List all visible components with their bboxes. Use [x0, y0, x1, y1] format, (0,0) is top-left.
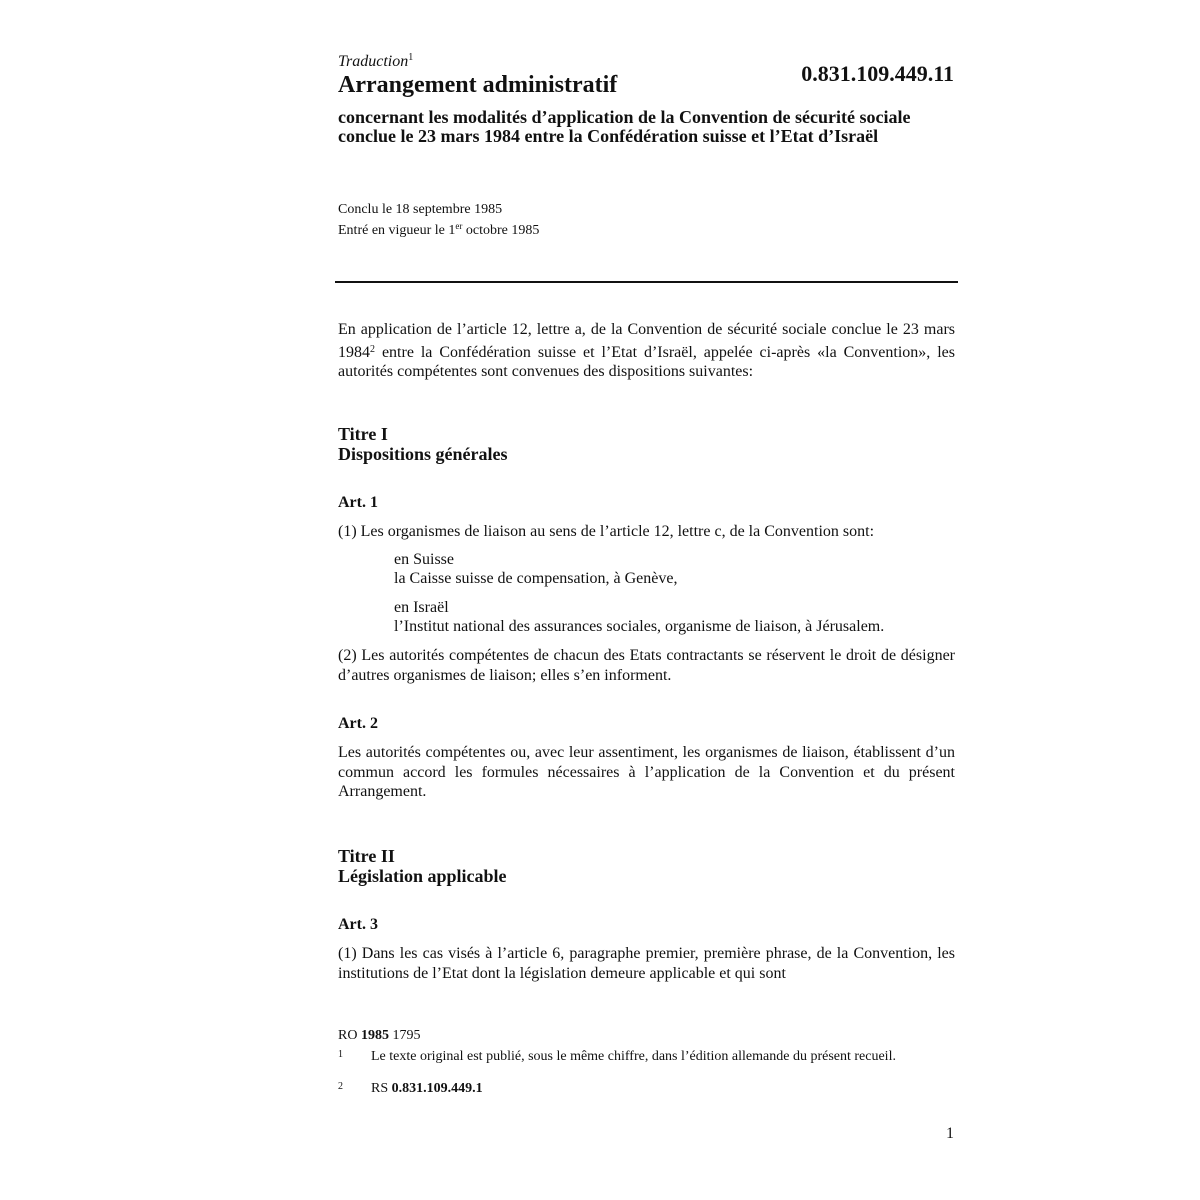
preamble: En application de l’article 12, lettre a, de la Convention de sécurité sociale conclue le 23 mars 1984$^2$ entre la Confédération suisse et l’Etat d’Israël, appelée ci-après «la Convention», les autorités compétentes sont convenues des dispositions suivantes:	[338, 321, 955, 380]
document-title: Arrangement administratif	[338, 72, 618, 98]
header-divider	[335, 281, 958, 283]
translation-label: Traduction	[338, 53, 409, 70]
ro-reference: RO 1985 1795	[338, 1028, 421, 1043]
titre-1-label: Titre I	[338, 424, 388, 444]
art-1-para-1: (1) Les organismes de liaison au sens de l’article 12, lettre c, de la Convention sont:	[338, 523, 875, 540]
liaison-israel: en Israël l’Institut national des assurances sociales, organisme de liaison, à Jérusalem.	[394, 599, 885, 635]
date-block	[338, 202, 539, 239]
footnote-2-number: 2	[338, 1081, 343, 1092]
translation-note	[338, 52, 413, 71]
footnote-1-number: 1	[338, 1049, 343, 1060]
liaison-switzerland: en Suisse la Caisse suisse de compensation, à Genève,	[394, 551, 678, 587]
art-1-para-2: (2) Les autorités compétentes de chacun des Etats contractants se réservent le droit de désigner d’autres organismes de liaison; elles s’en informent.	[338, 647, 955, 684]
sr-number: 0.831.109.449.11	[801, 61, 954, 86]
concluded-date: Conclu le 18 septembre 1985	[338, 202, 503, 217]
art-3-para-1: (1) Dans les cas visés à l’article 6, paragraphe premier, première phrase, de la Convention, les institutions de l’Etat dont la législation demeure applicable et qui sont	[338, 945, 955, 982]
titre-2-label: Titre II	[338, 846, 395, 866]
art-2-para-1: Les autorités compétentes ou, avec leur assentiment, les organismes de liaison, établissent d’un commun accord les formules nécessaires à l’application de la Convention et du présent Arrangement.	[338, 744, 955, 800]
titre-1-name: Dispositions générales	[338, 444, 508, 464]
page-number: 1	[946, 1125, 954, 1142]
footnote-1-text: Le texte original est publié, sous le même chiffre, dans l’édition allemande du présent recueil.	[371, 1049, 896, 1064]
titre-2-name: Législation applicable	[338, 866, 507, 886]
footnote-2	[338, 1082, 955, 1098]
titre-1-heading	[338, 424, 508, 464]
in-force-date: Entré en vigueur le 1er octobre 1985	[338, 221, 540, 238]
art-3-heading: Art. 3	[338, 916, 378, 933]
footnote-2-text: RS 0.831.109.449.1	[371, 1081, 483, 1096]
document-subtitle: concernant les modalités d’application de la Convention de sécurité sociale conclue le 23 mars 1984 entre la Confédération suisse et l’Etat d’Israël	[338, 107, 911, 146]
art-1-heading: Art. 1	[338, 494, 378, 511]
titre-2-heading	[338, 846, 507, 886]
art-2-heading: Art. 2	[338, 715, 378, 732]
footnote-ref-1[interactable]: 1	[408, 52, 414, 63]
footnote-1	[338, 1050, 955, 1080]
footnote-2-link[interactable]: 0.831.109.449.1	[391, 1081, 483, 1096]
footnote-ref-2[interactable]: 2	[370, 343, 375, 355]
